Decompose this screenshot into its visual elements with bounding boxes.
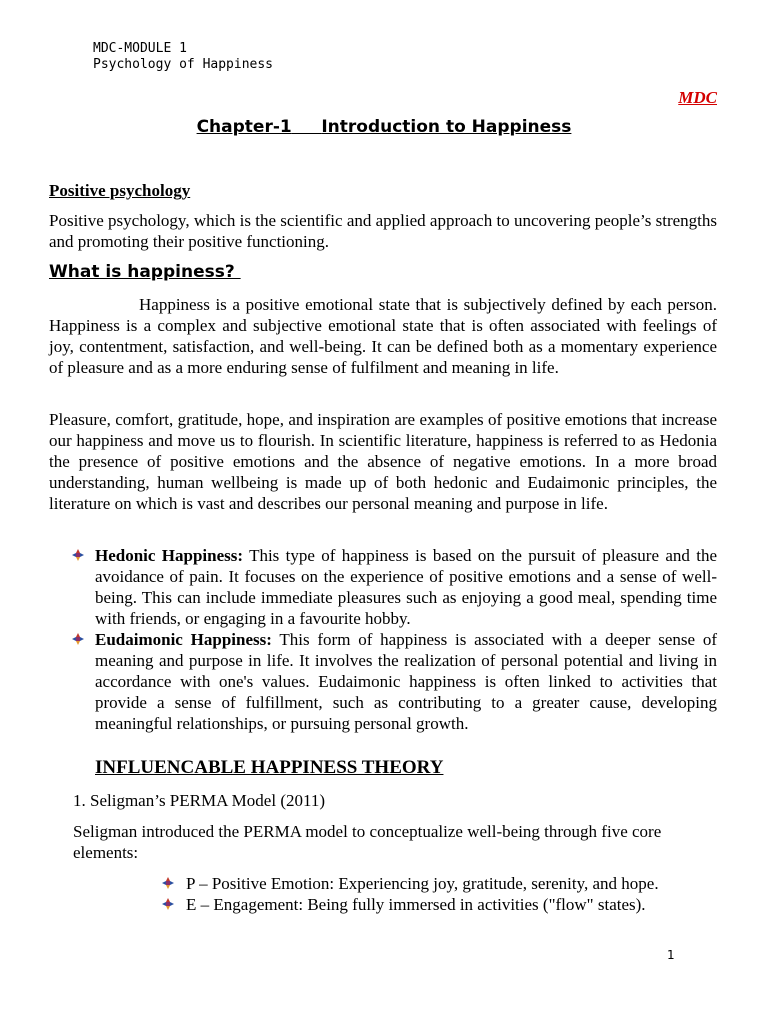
- perma-positive-emotion: P – Positive Emotion: Experiencing joy, gratitude, serenity, and hope.: [186, 874, 659, 893]
- list-item: [162, 873, 682, 894]
- perma-elements-list: [162, 873, 682, 915]
- four-arrow-bullet-icon: [162, 877, 174, 889]
- four-arrow-bullet-icon: [72, 549, 84, 561]
- perma-intro: Seligman introduced the PERMA model to conceptualize well-being through five core elements:: [73, 822, 662, 862]
- eudaimonic-term: Eudaimonic Happiness:: [95, 630, 272, 649]
- positive-psychology-heading: Positive psychology: [49, 181, 191, 200]
- perma-model-title: 1. Seligman’s PERMA Model (2011): [73, 791, 326, 810]
- list-item: [72, 545, 717, 629]
- positive-psychology-paragraph: Positive psychology, which is the scientific and applied approach to uncovering people’s strengths and promoting their positive functioning.: [49, 211, 717, 251]
- list-item: [72, 629, 717, 734]
- list-item: [162, 894, 682, 915]
- perma-engagement: E – Engagement: Being fully immersed in activities ("flow" states).: [186, 895, 646, 914]
- hedonic-term: Hedonic Happiness:: [95, 546, 244, 565]
- chapter-number: Chapter-1: [196, 117, 292, 137]
- module-code: MDC-MODULE 1: [93, 41, 187, 56]
- chapter-title: [0, 117, 768, 137]
- hedonic-description: This type of happiness is based on the pursuit of pleasure and the avoidance of pain. It focuses on the experience of positive emotions and a sense of well-being. This can include immediate pleasures such as enjoying a good meal, spending time with friends, or engaging in a favourite hobby.: [95, 546, 717, 628]
- happiness-emotions-paragraph: Pleasure, comfort, gratitude, hope, and inspiration are examples of positive emotions that increase our happiness and move us to flourish. In scientific literature, happiness is referred to as Hedonia the presence of positive emotions and the absence of negative emotions. In a more broad understanding, human wellbeing is made up of both hedonic and Eudaimonic principles, the literature on which is vast and describes our personal meaning and purpose in life.: [49, 410, 717, 513]
- what-is-happiness-heading: What is happiness?: [49, 262, 241, 282]
- four-arrow-bullet-icon: [72, 633, 84, 645]
- page-number: 1: [667, 948, 675, 962]
- happiness-definition-paragraph: Happiness is a positive emotional state that is subjectively defined by each person. Happiness is a complex and subjective emotional state that is often associated with feelings of joy, contentment, satisfaction, and well-being. It can be defined both as a momentary experience of pleasure and as a more enduring sense of fulfilment and meaning in life.: [49, 295, 717, 377]
- chapter-name: Introduction to Happiness: [321, 117, 572, 137]
- happiness-types-list: [72, 545, 717, 734]
- four-arrow-bullet-icon: [162, 898, 174, 910]
- module-subject: Psychology of Happiness: [93, 57, 274, 72]
- module-header: [93, 41, 273, 73]
- theory-heading: INFLUENCABLE HAPPINESS THEORY: [95, 757, 444, 778]
- eudaimonic-description: This form of happiness is associated with a deeper sense of meaning and purpose in life. It involves the realization of personal potential and living in accordance with one's values. Eudaimonic happiness is often linked to activities that provide a sense of fulfillment, such as contributing to a greater cause, developing meaningful relationships, or pursuing personal growth.: [95, 630, 718, 733]
- mdc-tag: MDC: [678, 88, 717, 107]
